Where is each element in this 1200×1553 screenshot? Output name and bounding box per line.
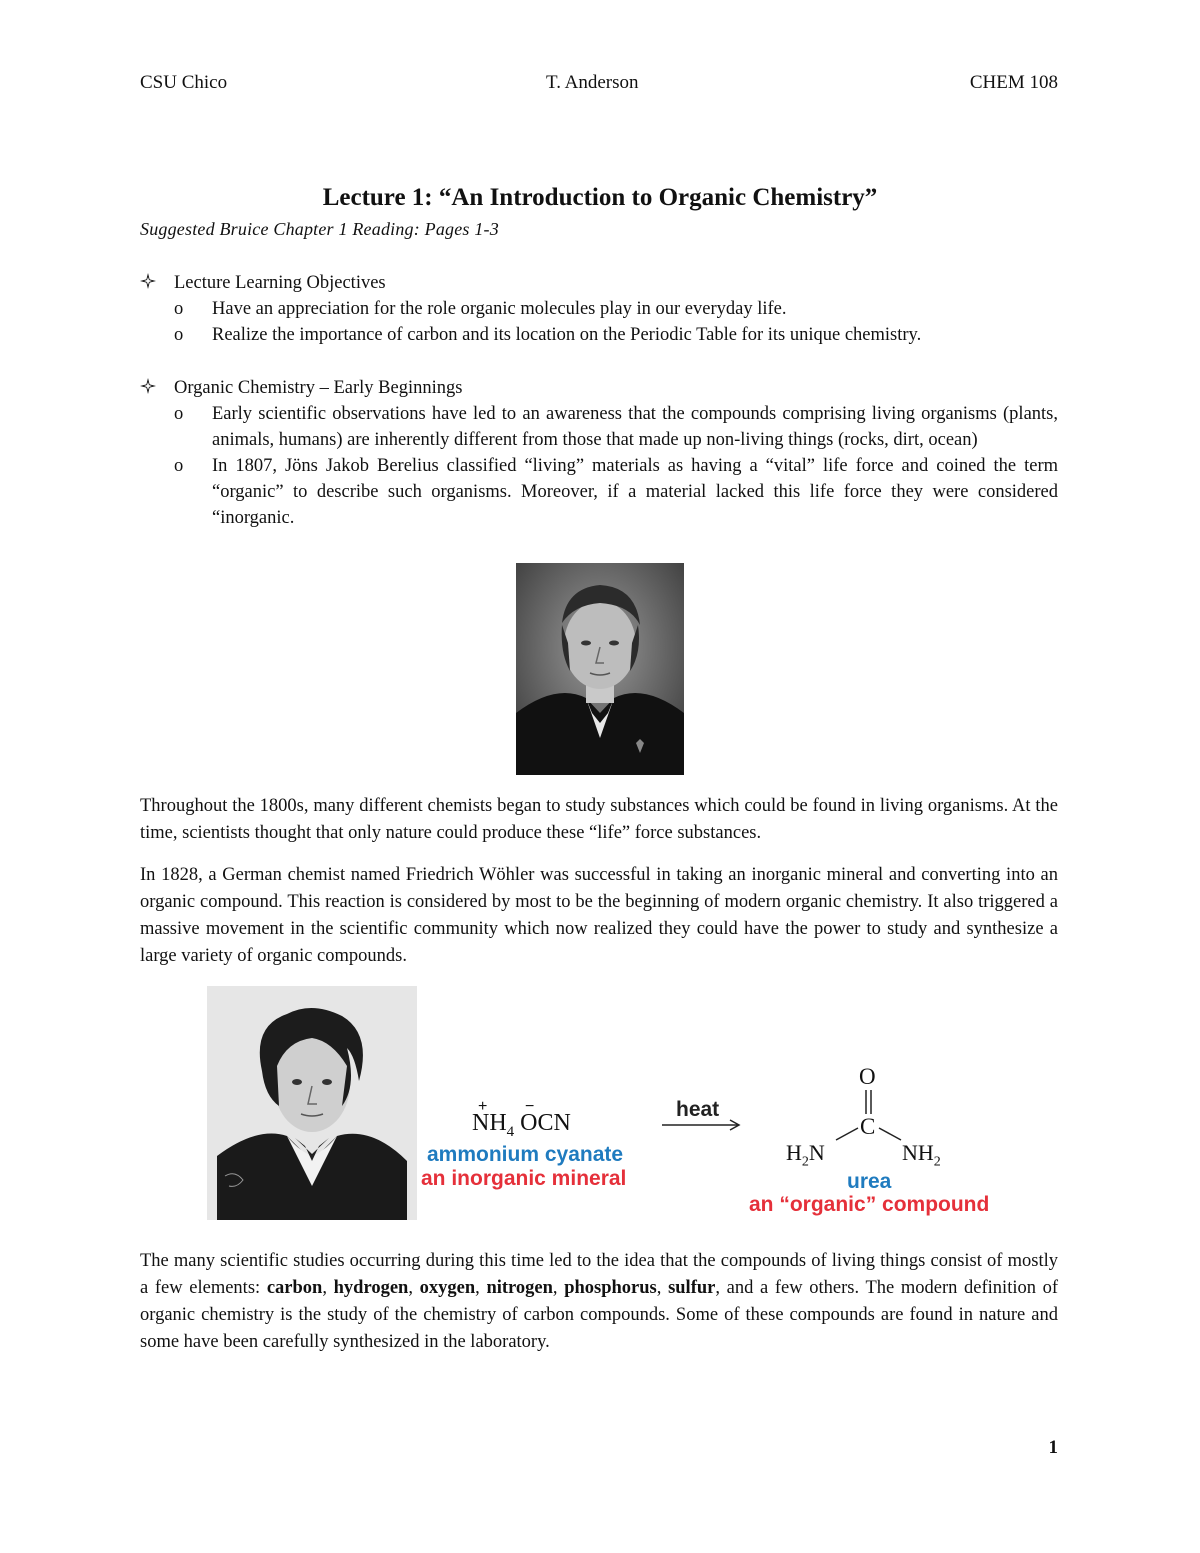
list-item-text: Realize the importance of carbon and its location on the Periodic Table for its unique chemistry. [212,325,922,345]
separator: , [322,1278,334,1298]
h2n-subscript: 2 [801,1154,809,1170]
wohler-portrait-image [207,986,417,1220]
reading-subtitle: Suggested Bruice Chapter 1 Reading: Pages 1-3 [140,219,499,239]
h2n-h: H [786,1140,802,1165]
separator: , [475,1278,487,1298]
h2n-n: N [808,1140,825,1165]
list-item-text: Early scientific observations have led to an awareness that the compounds comprising living organisms (plants, animals, humans) are inherently different from those that made up non-living things (rocks, dirt, ocean) [212,404,1058,450]
page-number: 1 [1048,1437,1058,1458]
objectives-list [140,296,1058,348]
paragraph-elements [140,1248,1058,1356]
nh2-nh: NH [902,1140,934,1165]
nh2-subscript: 2 [933,1154,941,1170]
separator: , [408,1278,420,1298]
p3-before: The many scientific studies occurring during this time led to the idea that the compounds of living things consist of mostly a few elements: [140,1251,1058,1298]
paragraph-1800s: Throughout the 1800s, many different chemists began to study substances which could be found in living organisms. At the time, scientists thought that only nature could produce these “life” force substances. [140,796,1058,843]
reaction-condition: heat [676,1098,720,1121]
section-heading-row [140,375,1058,401]
list-marker: o [174,404,184,424]
minus-charge: − [525,1098,535,1115]
section-heading-row [140,270,1058,296]
early-beginnings-section [140,375,1058,531]
list-marker: o [174,299,184,319]
four-diamond-bullet-icon [140,375,174,401]
element-nitrogen: nitrogen [486,1278,553,1298]
reaction-arrow-icon [662,1118,742,1132]
urea-oxygen: O [859,1064,876,1089]
section-heading: Organic Chemistry – Early Beginnings [174,378,463,398]
element-oxygen: oxygen [419,1278,476,1298]
urea-carbon: C [860,1114,876,1139]
list-item-text: Have an appreciation for the role organic molecules play in our everyday life. [212,299,787,319]
element-phosphorus: phosphorus [564,1278,657,1298]
objectives-section [140,270,1058,348]
product-name: urea [847,1170,892,1193]
product-class: an “organic” compound [749,1193,990,1216]
four-diamond-bullet-icon [140,270,174,296]
list-item-text: In 1807, Jöns Jakob Berelius classified “living” materials as having a “vital” life force and coined the term “organic” to describe such organisms. Moreover, if a material lacked this life force they were considered “inorganic. [212,456,1058,528]
formula-ocn: OCN [520,1110,571,1136]
element-hydrogen: hydrogen [333,1278,409,1298]
list-marker: o [174,456,184,476]
paragraph-wohler: In 1828, a German chemist named Friedrich Wöhler was successful in taking an inorganic mineral and converting into an organic compound. This reaction is considered by most to be the beginning of modern organic chemistry. It also triggered a massive movement in the scientific community which now realized they could have the power to study and synthesize a large variety of organic compounds. [140,865,1058,966]
separator: , [656,1278,669,1298]
list-marker: o [174,325,184,345]
urea-nh2 [902,1140,941,1170]
element-carbon: carbon [266,1278,323,1298]
element-sulfur: sulfur [668,1278,716,1298]
formula-subscript: 4 [506,1123,515,1140]
reactant-class: an inorganic mineral [421,1167,627,1190]
header-author: T. Anderson [546,72,639,93]
section-heading: Lecture Learning Objectives [174,273,386,293]
urea-h2n [786,1140,825,1170]
list-item [174,453,1058,531]
list-item [174,401,1058,453]
separator: , [552,1278,565,1298]
p3-after: , and a few others. The modern definition of organic chemistry is the study of the chemistry of carbon compounds. Some of these compounds are found in nature and some have been carefully synthesized in the laboratory. [140,1278,1059,1352]
page-title: Lecture 1: “An Introduction to Organic Chemistry” [322,184,878,211]
header-institution: CSU Chico [140,72,228,93]
berzelius-portrait-image [516,563,684,775]
header-course: CHEM 108 [969,72,1058,93]
early-beginnings-list [140,401,1058,531]
list-item [174,322,1058,348]
plus-charge: + [478,1098,488,1115]
list-item [174,296,1058,322]
ammonium-cyanate-formula [472,1110,571,1141]
formula-nh: NH [472,1110,507,1136]
reactant-name: ammonium cyanate [427,1143,624,1166]
